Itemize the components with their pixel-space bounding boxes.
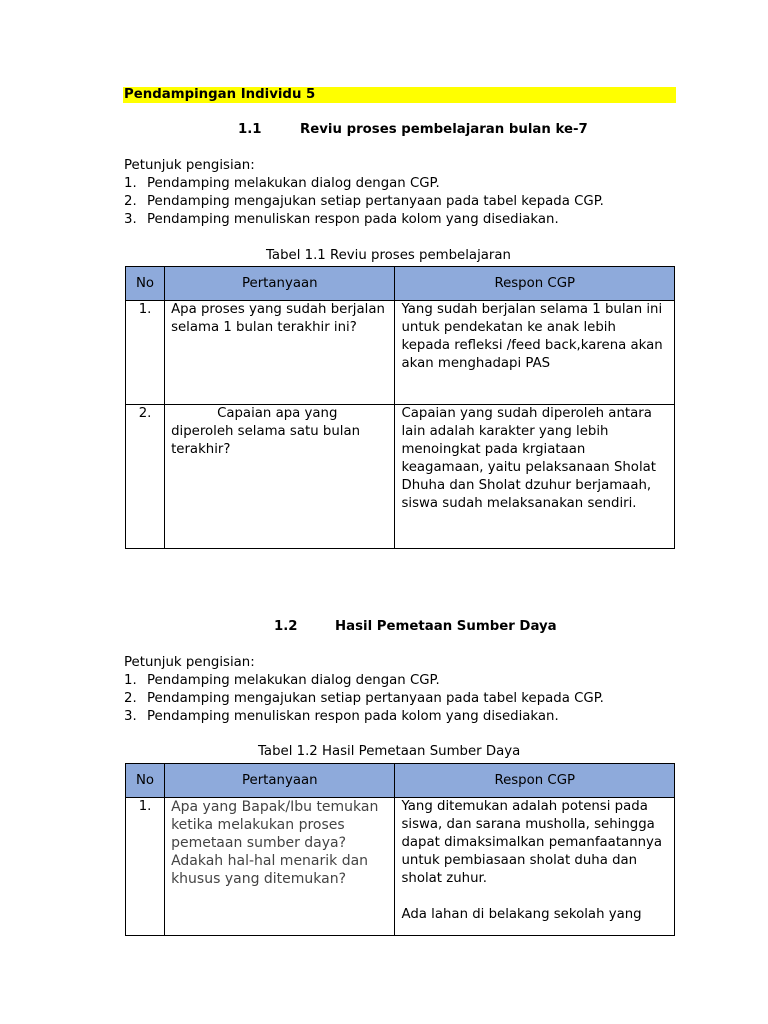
table-row	[126, 798, 675, 936]
table-resource-mapping	[125, 763, 675, 936]
section-title: Reviu proses pembelajaran bulan ke-7	[300, 122, 588, 137]
response-paragraph: Ada lahan di belakang sekolah yang	[401, 907, 642, 922]
section-number: 1.2	[274, 619, 298, 634]
instruction-item: 2. Pendamping mengajukan setiap pertanyaan pada tabel kepada CGP.	[124, 691, 604, 706]
header-no: No	[126, 764, 165, 798]
table-caption-1-1: Tabel 1.1 Reviu proses pembelajaran	[266, 248, 511, 263]
instruction-item: 3. Pendamping menuliskan respon pada kolom yang disediakan.	[124, 709, 559, 724]
row-response: Capaian yang sudah diperoleh antara lain adalah karakter yang lebih menoingkat pada krgiataan keagamaan, yaitu pelaksanaan Sholat Dhuha dan Sholat dzuhur berjamaah, siswa sudah melaksanakan sendiri.	[395, 405, 675, 549]
table-caption-1-2: Tabel 1.2 Hasil Pemetaan Sumber Daya	[258, 744, 521, 759]
row-question: Capaian apa yang diperoleh selama satu bulan terakhir?	[165, 405, 395, 549]
header-no: No	[126, 267, 165, 301]
row-question: Apa yang Bapak/Ibu temukan ketika melakukan proses pemetaan sumber daya? Adakah hal-hal menarik dan khusus yang ditemukan?	[165, 798, 395, 936]
response-paragraph: Yang ditemukan adalah potensi pada siswa, dan sarana musholla, sehingga dapat dimaksimalkan pemanfaatannya untuk pembiasaan sholat duha dan sholat zuhur.	[401, 799, 663, 886]
header-response: Respon CGP	[395, 764, 675, 798]
instructions-title: Petunjuk pengisian:	[124, 158, 255, 173]
table-review-learning	[125, 266, 675, 549]
row-response: Yang sudah berjalan selama 1 bulan ini untuk pendekatan ke anak lebih kepada refleksi /feed back,karena akan akan menghadapi PAS	[395, 301, 675, 405]
table-row	[126, 405, 675, 549]
row-question: Apa proses yang sudah berjalan selama 1 bulan terakhir ini?	[165, 301, 395, 405]
table-row	[126, 301, 675, 405]
header-question: Pertanyaan	[165, 764, 395, 798]
row-response	[395, 798, 675, 936]
table-header-row	[126, 267, 675, 301]
document-title: Pendampingan Individu 5	[123, 87, 676, 103]
instruction-item: 3. Pendamping menuliskan respon pada kolom yang disediakan.	[124, 212, 559, 227]
row-number: 1.	[126, 301, 165, 405]
header-question: Pertanyaan	[165, 267, 395, 301]
row-number: 1.	[126, 798, 165, 936]
section-heading-1-2	[274, 618, 557, 636]
section-heading-1-1	[238, 121, 588, 139]
row-number: 2.	[126, 405, 165, 549]
instruction-item: 1. Pendamping melakukan dialog dengan CGP.	[124, 673, 440, 688]
instructions-1-1	[124, 157, 604, 229]
instructions-title: Petunjuk pengisian:	[124, 655, 255, 670]
table-header-row	[126, 764, 675, 798]
instruction-item: 1. Pendamping melakukan dialog dengan CGP.	[124, 176, 440, 191]
instructions-1-2	[124, 654, 604, 726]
instruction-item: 2. Pendamping mengajukan setiap pertanyaan pada tabel kepada CGP.	[124, 194, 604, 209]
section-number: 1.1	[238, 122, 262, 137]
header-response: Respon CGP	[395, 267, 675, 301]
section-title: Hasil Pemetaan Sumber Daya	[335, 619, 557, 634]
